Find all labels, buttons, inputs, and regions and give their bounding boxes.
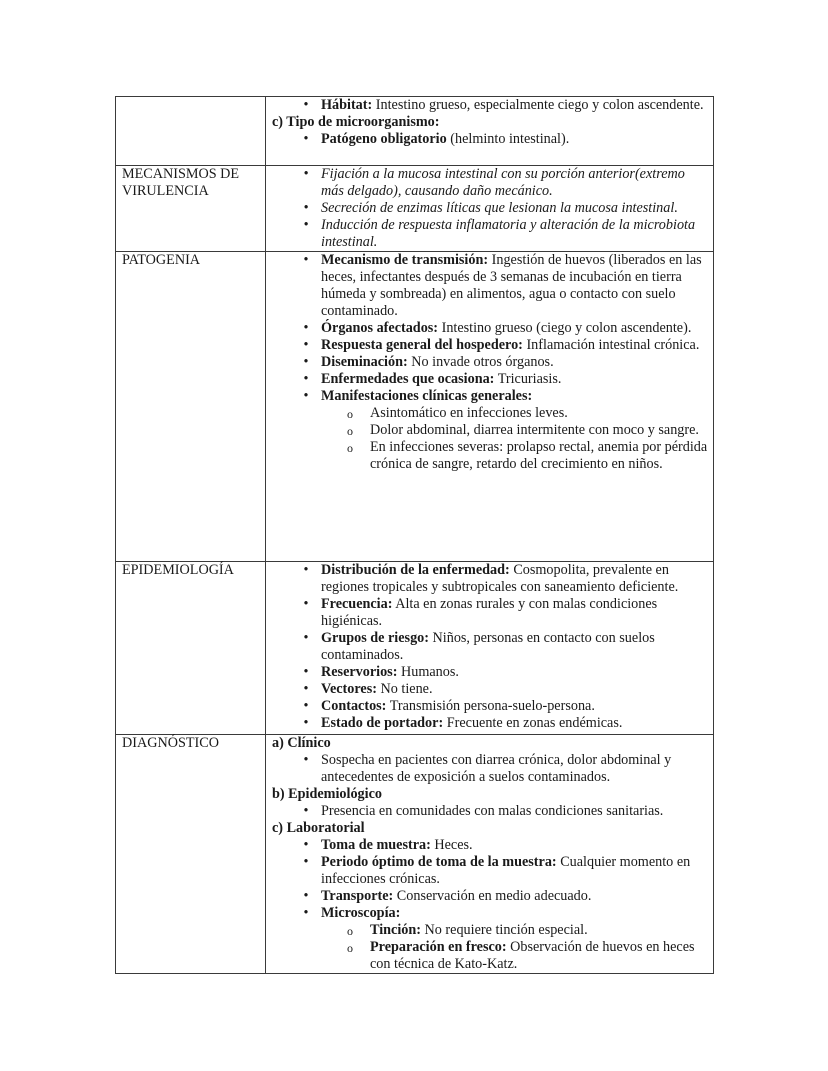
sub-bullet-list <box>321 405 709 473</box>
item-term: Grupos de riesgo: <box>321 630 429 646</box>
item-term: Preparación en fresco: <box>370 939 507 955</box>
bullet-icon: • <box>303 337 309 353</box>
bullet-list <box>272 97 709 114</box>
list-item <box>272 97 709 114</box>
row-content-virulencia <box>266 166 714 252</box>
item-term: Mecanismo de transmisión: <box>321 252 489 268</box>
list-item <box>272 217 709 251</box>
bullet-icon: • <box>303 752 309 768</box>
item-text: Niños, personas en contacto con suelos contaminados. <box>321 630 655 663</box>
row-label-virulencia <box>116 166 266 252</box>
list-item <box>272 905 709 973</box>
section-heading: c) Tipo de microorganismo: <box>272 114 440 130</box>
bullet-list <box>272 166 709 251</box>
label-line: DIAGNÓSTICO <box>122 735 219 751</box>
bullet-icon: • <box>303 388 309 404</box>
bullet-icon: • <box>303 596 309 612</box>
item-text: Ingestión de huevos (liberados en las heces, infectantes después de 3 semanas de incubación en tierra húmeda y sombreada) en alimentos, agua o contacto con suelo contaminado. <box>321 252 702 319</box>
bullet-list <box>272 562 709 732</box>
item-text: Intestino grueso, especialmente ciego y colon ascendente. <box>372 97 704 113</box>
bullet-icon: • <box>303 664 309 680</box>
list-item <box>272 803 709 820</box>
item-text: (helminto intestinal). <box>446 131 570 147</box>
bullet-icon: • <box>303 803 309 819</box>
table-row-virulencia <box>116 166 714 252</box>
sub-list-item <box>321 939 709 973</box>
section-heading-epidemiologico: b) Epidemiológico <box>272 786 382 802</box>
item-term: Periodo óptimo de toma de la muestra: <box>321 854 557 870</box>
item-text: Humanos. <box>397 664 459 680</box>
row-label-patogenia <box>116 252 266 562</box>
list-item <box>272 131 709 148</box>
list-item <box>272 698 709 715</box>
list-item <box>272 388 709 473</box>
list-item <box>272 252 709 320</box>
bullet-list <box>272 803 709 820</box>
row-label-diagnostico <box>116 735 266 974</box>
list-item <box>272 337 709 354</box>
circle-bullet-icon: o <box>347 441 353 455</box>
item-text: No tiene. <box>376 681 433 697</box>
bullet-icon: • <box>303 217 309 233</box>
table-row-patogenia <box>116 252 714 562</box>
list-item <box>272 681 709 698</box>
label-line: VIRULENCIA <box>122 183 209 199</box>
bullet-icon: • <box>303 354 309 370</box>
list-item <box>272 200 709 217</box>
list-item <box>272 854 709 888</box>
item-text: Dolor abdominal, diarrea intermitente con moco y sangre. <box>370 422 699 438</box>
sub-list-item <box>321 405 709 422</box>
bullet-icon: • <box>303 905 309 921</box>
bullet-list <box>272 252 709 473</box>
sub-list-item <box>321 439 709 473</box>
bullet-icon: • <box>303 97 309 113</box>
item-text: Transmisión persona-suelo-persona. <box>386 698 595 714</box>
row-content-diagnostico <box>266 735 714 974</box>
item-text: En infecciones severas: prolapso rectal, anemia por pérdida crónica de sangre, retardo del crecimiento en niños. <box>370 439 708 472</box>
item-term: Microscopía: <box>321 905 401 921</box>
sub-bullet-list <box>321 922 709 973</box>
item-text: Cosmopolita, prevalente en regiones tropicales y subtropicales con saneamiento deficiente. <box>321 562 679 595</box>
list-item <box>272 371 709 388</box>
row-content-patogenia <box>266 252 714 562</box>
item-text: Alta en zonas rurales y con malas condiciones higiénicas. <box>321 596 658 629</box>
item-term: Toma de muestra: <box>321 837 431 853</box>
item-text: Cualquier momento en infecciones crónicas. <box>321 854 691 887</box>
label-line: MECANISMOS DE <box>122 166 240 182</box>
table-row-diagnostico <box>116 735 714 974</box>
circle-bullet-icon: o <box>347 424 353 438</box>
item-text: Observación de huevos en heces con técnica de Kato-Katz. <box>370 939 695 972</box>
table-row-continuation <box>116 97 714 166</box>
bullet-icon: • <box>303 837 309 853</box>
item-term: Distribución de la enfermedad: <box>321 562 510 578</box>
list-item <box>272 596 709 630</box>
item-term: Vectores: <box>321 681 377 697</box>
bullet-icon: • <box>303 630 309 646</box>
item-term: Órganos afectados: <box>321 320 439 336</box>
list-item <box>272 354 709 371</box>
list-item <box>272 562 709 596</box>
bullet-icon: • <box>303 371 309 387</box>
list-item <box>272 320 709 337</box>
item-text: Tricuriasis. <box>494 371 562 387</box>
list-item <box>272 630 709 664</box>
bullet-list <box>272 131 709 148</box>
sub-list-item <box>321 422 709 439</box>
bullet-list <box>272 752 709 786</box>
list-item <box>272 752 709 786</box>
row-content-continuation <box>266 97 714 166</box>
item-text: Asintomático en infecciones leves. <box>370 405 568 421</box>
item-term: Diseminación: <box>321 354 408 370</box>
item-term: Patógeno obligatorio <box>321 131 447 147</box>
bullet-icon: • <box>303 888 309 904</box>
list-item <box>272 664 709 681</box>
bullet-icon: • <box>303 131 309 147</box>
item-text: Heces. <box>430 837 473 853</box>
bullet-icon: • <box>303 252 309 268</box>
list-item <box>272 715 709 732</box>
item-term: Contactos: <box>321 698 387 714</box>
item-text: Conservación en medio adecuado. <box>393 888 592 904</box>
circle-bullet-icon: o <box>347 924 353 938</box>
bullet-icon: • <box>303 320 309 336</box>
label-line: PATOGENIA <box>122 252 201 268</box>
info-table <box>115 96 714 974</box>
list-item <box>272 166 709 200</box>
item-text: No invade otros órganos. <box>407 354 554 370</box>
bullet-icon: • <box>303 681 309 697</box>
item-term: Estado de portador: <box>321 715 444 731</box>
item-term: Reservorios: <box>321 664 398 680</box>
section-heading-laboratorial: c) Laboratorial <box>272 820 365 836</box>
bullet-icon: • <box>303 562 309 578</box>
bullet-icon: • <box>303 854 309 870</box>
row-content-epidemiologia <box>266 562 714 735</box>
circle-bullet-icon: o <box>347 941 353 955</box>
item-term: Tinción: <box>370 922 421 938</box>
section-heading-clinico: a) Clínico <box>272 735 331 751</box>
item-term: Hábitat: <box>321 97 373 113</box>
bullet-list <box>272 837 709 973</box>
item-text: Presencia en comunidades con malas condiciones sanitarias. <box>321 803 664 819</box>
label-line: EPIDEMIOLOGÍA <box>122 562 234 578</box>
item-text: Intestino grueso (ciego y colon ascendente). <box>438 320 692 336</box>
item-text: Frecuente en zonas endémicas. <box>443 715 623 731</box>
item-text: Inflamación intestinal crónica. <box>522 337 700 353</box>
row-label-epidemiologia <box>116 562 266 735</box>
item-term: Respuesta general del hospedero: <box>321 337 523 353</box>
bullet-icon: • <box>303 698 309 714</box>
item-text: Sospecha en pacientes con diarrea crónica, dolor abdominal y antecedentes de exposición a suelos contaminados. <box>321 752 672 785</box>
item-text: No requiere tinción especial. <box>421 922 588 938</box>
row-label-empty <box>116 97 266 166</box>
table-row-epidemiologia <box>116 562 714 735</box>
item-text: Fijación a la mucosa intestinal con su porción anterior(extremo más delgado), causando daño mecánico. <box>321 166 685 199</box>
item-term: Transporte: <box>321 888 394 904</box>
sub-list-item <box>321 922 709 939</box>
item-term: Frecuencia: <box>321 596 393 612</box>
item-term: Manifestaciones clínicas generales: <box>321 388 533 404</box>
list-item <box>272 888 709 905</box>
bullet-icon: • <box>303 200 309 216</box>
item-text: Secreción de enzimas líticas que lesionan la mucosa intestinal. <box>321 200 678 216</box>
bullet-icon: • <box>303 715 309 731</box>
circle-bullet-icon: o <box>347 407 353 421</box>
list-item <box>272 837 709 854</box>
item-text: Inducción de respuesta inflamatoria y alteración de la microbiota intestinal. <box>321 217 696 250</box>
bullet-icon: • <box>303 166 309 182</box>
item-term: Enfermedades que ocasiona: <box>321 371 495 387</box>
